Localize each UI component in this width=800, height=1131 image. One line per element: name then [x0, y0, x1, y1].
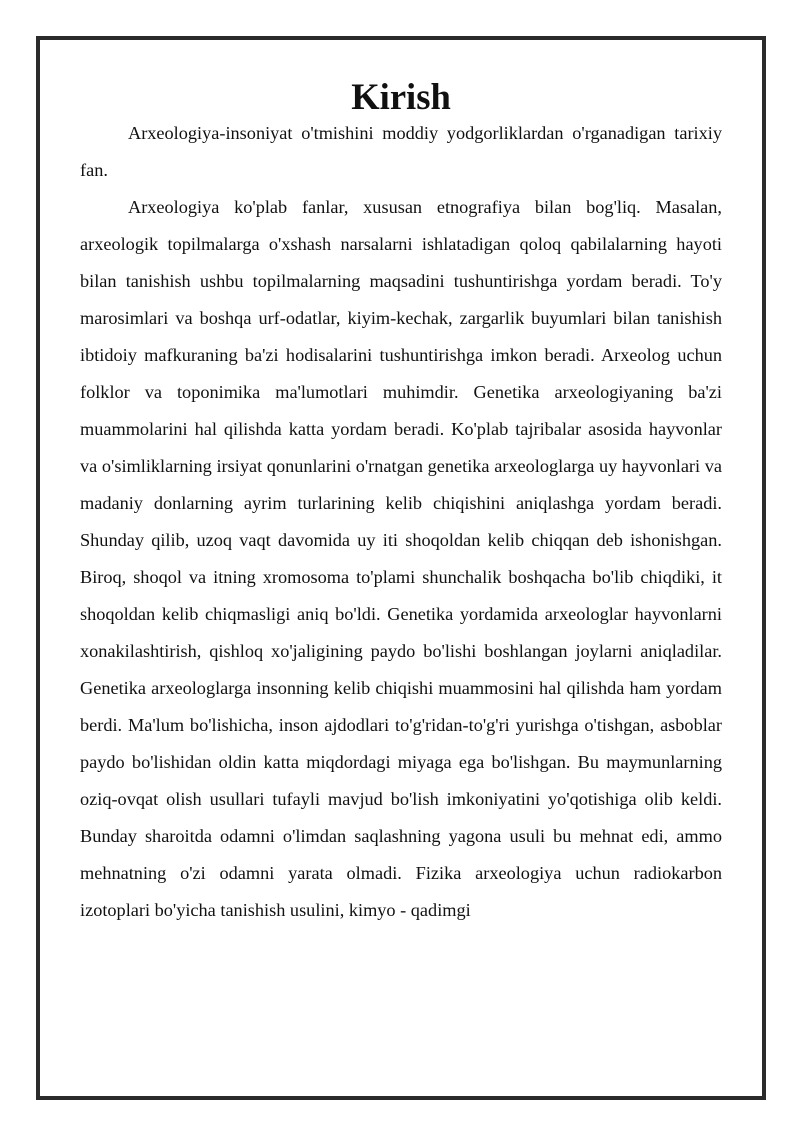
document-body	[80, 78, 722, 929]
page-title: Kirish	[351, 76, 451, 117]
page-border	[36, 36, 766, 1100]
paragraph-related-sciences: Arxeologiya ko'plab fanlar, xususan etnografiya bilan bog'liq. Masalan, arxeologik topilmalarga o'xshash narsalarni ishlatadigan qoloq qabilalarning hayoti bilan tanishish ushbu topilmalarning maqsadini tushuntirishga yordam beradi. To'y marosimlari va boshqa urf-odatlar, kiyim-kechak, zargarlik buyumlari bilan tanishish ibtidoiy mafkuraning ba'zi hodisalarini tushuntirishga imkon beradi. Arxeolog uchun folklor va toponimika ma'lumotlari muhimdir. Genetika arxeologiyaning ba'zi muammolarini hal qilishda katta yordam beradi. Ko'plab tajribalar asosida hayvonlar va o'simliklarning irsiyat qonunlarini o'rnatgan genetika arxeologlarga uy hayvonlari va madaniy donlarning ayrim turlarining kelib chiqishini aniqlashga yordam beradi. Shunday qilib, uzoq vaqt davomida uy iti shoqoldan kelib chiqqan deb ishonishgan. Biroq, shoqol va itning xromosoma to'plami shunchalik boshqacha bo'lib chiqdiki, it shoqoldan kelib chiqmasligi aniq bo'ldi. Genetika yordamida arxeologlar hayvonlarni xonakilashtirish, qishloq xo'jaligining paydo bo'lishi boshlangan joylarni aniqladilar. Genetika arxeologlarga insonning kelib chiqishi muammosini hal qilishda ham yordam berdi. Ma'lum bo'lishicha, inson ajdodlari to'g'ridan-to'g'ri yurishga o'tishgan, asboblar paydo bo'lishidan oldin katta miqdordagi miyaga ega bo'lishgan. Bu maymunlarning oziq-ovqat olish usullari tufayli mavjud bo'lish imkoniyatini yo'qotishiga olib keldi. Bunday sharoitda odamni o'limdan saqlashning yagona usuli bu mehnat edi, ammo mehnatning o'zi odamni yarata olmadi. Fizika arxeologiya uchun radiokarbon izotoplari bo'yicha tanishish usulini, kimyo - qadimgi	[80, 197, 722, 920]
paragraph-definition: Arxeologiya-insoniyat o'tmishini moddiy yodgorliklardan o'rganadigan tarixiy fan.	[80, 123, 722, 180]
